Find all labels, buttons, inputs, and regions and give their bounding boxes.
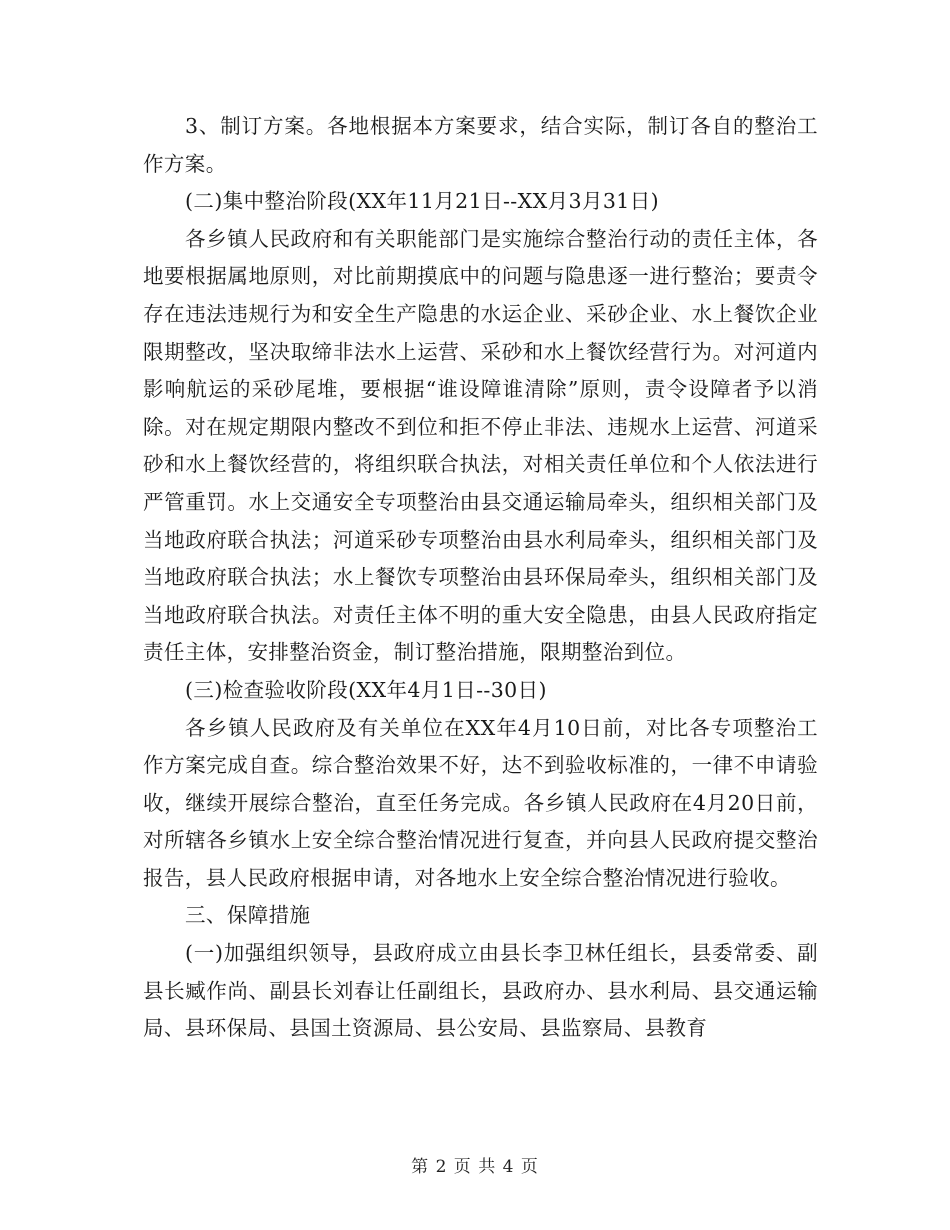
paragraph-inspection-details: 各乡镇人民政府及有关单位在XX年4月10日前，对比各专项整治工作方案完成自查。综合整治效果不好，达不到验收标准的，一律不申请验收，继续开展综合整治，直至任务完成。各乡镇人民政府在4月20日前，对所辖各乡镇水上安全综合整治情况进行复查，并向县人民政府提交整治报告，县人民政府根据申请，对各地水上安全综合整治情况进行验收。 bbox=[143, 715, 818, 890]
document-body bbox=[143, 108, 818, 1048]
paragraph-rectification-details: 各乡镇人民政府和有关职能部门是实施综合整治行动的责任主体，各地要根据属地原则，对比前期摸底中的问题与隐患逐一进行整治；要责令存在违法违规行为和安全生产隐患的水运企业、采砂企业、水上餐饮企业限期整改，坚决取缔非法水上运营、采砂和水上餐饮经营行为。对河道内影响航运的采砂尾堆，要根据“谁设障谁清除”原则，责令设障者予以消除。对在规定期限内整改不到位和拒不停止非法、违规水上运营、河道采砂和水上餐饮经营的，将组织联合执法，对相关责任单位和个人依法进行严管重罚。水上交通安全专项整治由县交通运输局牵头，组织相关部门及当地政府联合执法；河道采砂专项整治由县水利局牵头，组织相关部门及当地政府联合执法；水上餐饮专项整治由县环保局牵头，组织相关部门及当地政府联合执法。对责任主体不明的重大安全隐患，由县人民政府指定责任主体，安排整治资金，制订整治措施，限期整治到位。 bbox=[143, 226, 818, 665]
paragraph-organization-leadership: (一)加强组织领导，县政府成立由县长李卫林任组长，县委常委、副县长臧作尚、副县长刘春让任副组长，县政府办、县水利局、县交通运输局、县环保局、县国土资源局、县公安局、县监察局、县教育 bbox=[143, 941, 818, 1041]
paragraph-formulate-plan: 3、制订方案。各地根据本方案要求，结合实际，制订各自的整治工作方案。 bbox=[143, 114, 818, 176]
heading-inspection-acceptance-stage: (三)检查验收阶段(XX年4月1日--30日) bbox=[185, 677, 547, 702]
page-number-footer: 第 2 页 共 4 页 bbox=[411, 1157, 539, 1177]
heading-safeguard-measures: 三、保障措施 bbox=[185, 903, 311, 928]
heading-concentrated-rectification-stage: (二)集中整治阶段(XX年11月21日--XX月3月31日) bbox=[185, 189, 660, 214]
